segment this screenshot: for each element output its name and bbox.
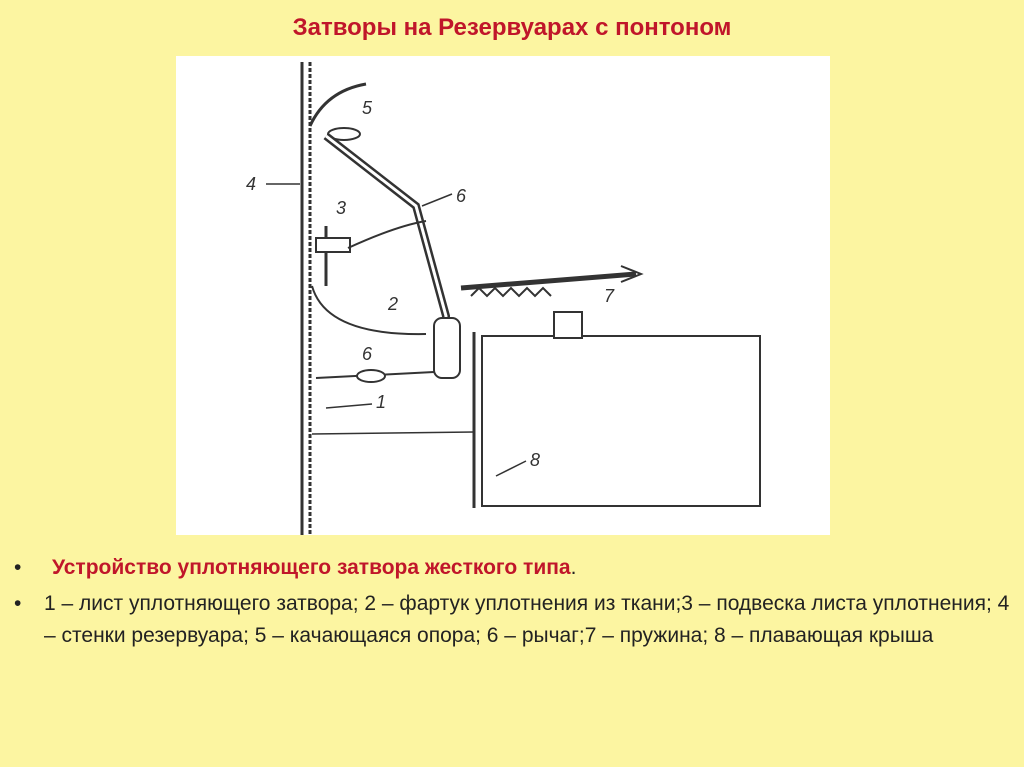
spring-coil xyxy=(471,288,551,296)
bullet-dot: • xyxy=(14,592,22,615)
hanger-block xyxy=(316,238,350,252)
label-3: 3 xyxy=(336,198,347,218)
label-8: 8 xyxy=(530,450,541,470)
roof-post xyxy=(554,312,582,338)
slide-title: Затворы на Резервуарах с понтоном xyxy=(292,14,732,41)
bullet-suffix: . xyxy=(570,556,577,579)
hanger-arc xyxy=(348,221,426,248)
label-4: 4 xyxy=(246,174,257,194)
apron-curve xyxy=(312,286,426,334)
bullet-item-legend xyxy=(14,588,1014,652)
seal-diagram xyxy=(176,56,830,535)
bullet-item-title xyxy=(14,552,1014,584)
label-5: 5 xyxy=(362,98,373,118)
label-6-lower: 6 xyxy=(362,344,373,364)
liquid-level xyxy=(312,432,474,434)
leader-6-upper xyxy=(422,194,452,206)
floating-roof xyxy=(482,336,760,506)
label-6-upper: 6 xyxy=(456,186,467,206)
label-2: 2 xyxy=(388,294,399,314)
support-curve xyxy=(310,84,366,126)
bullet-dot: • xyxy=(14,556,22,579)
lever-bucket xyxy=(434,318,460,378)
label-1: 1 xyxy=(376,392,387,412)
bullet-list xyxy=(14,552,1014,656)
bullet-text: Устройство уплотняющего затвора жесткого типа xyxy=(52,556,571,579)
seal-joint xyxy=(357,370,385,382)
leader-1 xyxy=(326,404,372,408)
label-7: 7 xyxy=(604,286,615,306)
bullet-text: 1 – лист уплотняющего затвора; 2 – фартук уплотнения из ткани;3 – подвеска листа уплотнения; 4 – стенки резервуара; 5 – качающаяся опора; 6 – рычаг;7 – пружина; 8 – плавающая крыша xyxy=(44,592,1010,647)
